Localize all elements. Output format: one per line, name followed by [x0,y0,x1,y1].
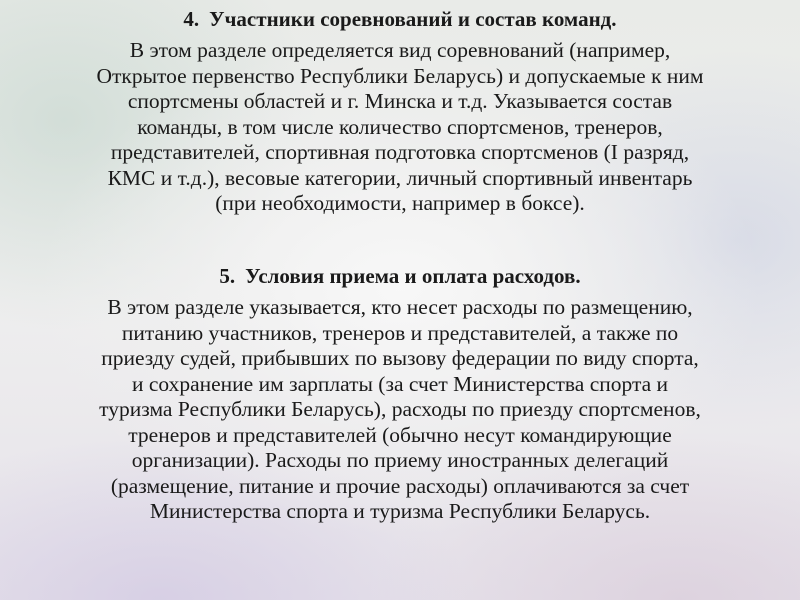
text-line: Министерства спорта и туризма Республики Беларусь. [149,499,651,523]
text-line: Открытое первенство Республики Беларусь) и допускаемые к ним [96,63,704,88]
text-line: тренеров и представителей (обычно несут командирующие [128,422,672,447]
section-number: 4. [183,7,200,31]
section-number: 5. [219,264,236,288]
section-heading [10,263,790,289]
text-line: (при необходимости, например в боксе). [215,191,585,215]
text-line: В этом разделе определяется вид соревнований (например, [129,38,671,62]
text-line: В этом разделе указывается, кто несет расходы по размещению, [107,295,693,319]
text-line: приезду судей, прибывших по вызову федерации по виду спорта, [101,346,699,370]
section-body [10,38,790,217]
text-line: представителей, спортивная подготовка спортсменов (I разряд, [110,140,690,164]
text-line: питанию участников, тренеров и представителей, а также по [121,320,679,345]
text-line: спортсмены областей и г. Минска и т.д. Указывается состав [127,89,673,113]
text-line: КМС и т.д.), весовые категории, личный спортивный инвентарь [107,165,693,190]
section-body [10,295,790,525]
text-line: и сохранение им зарплаты (за счет Министерства спорта и [131,371,669,396]
text-line: туризма Республики Беларусь), расходы по приезду спортсменов, [99,397,701,421]
section-expenses [10,263,790,525]
text-line: (размещение, питание и прочие расходы) оплачиваются за счет [110,473,690,498]
section-heading [10,6,790,32]
section-title: Участники соревнований и состав команд. [209,7,617,31]
text-line: организации). Расходы по приему иностранных делегаций [131,448,669,472]
section-title: Условия приема и оплата расходов. [245,264,581,288]
text-line: команды, в том числе количество спортсменов, тренеров, [137,114,663,139]
section-participants [10,6,790,217]
